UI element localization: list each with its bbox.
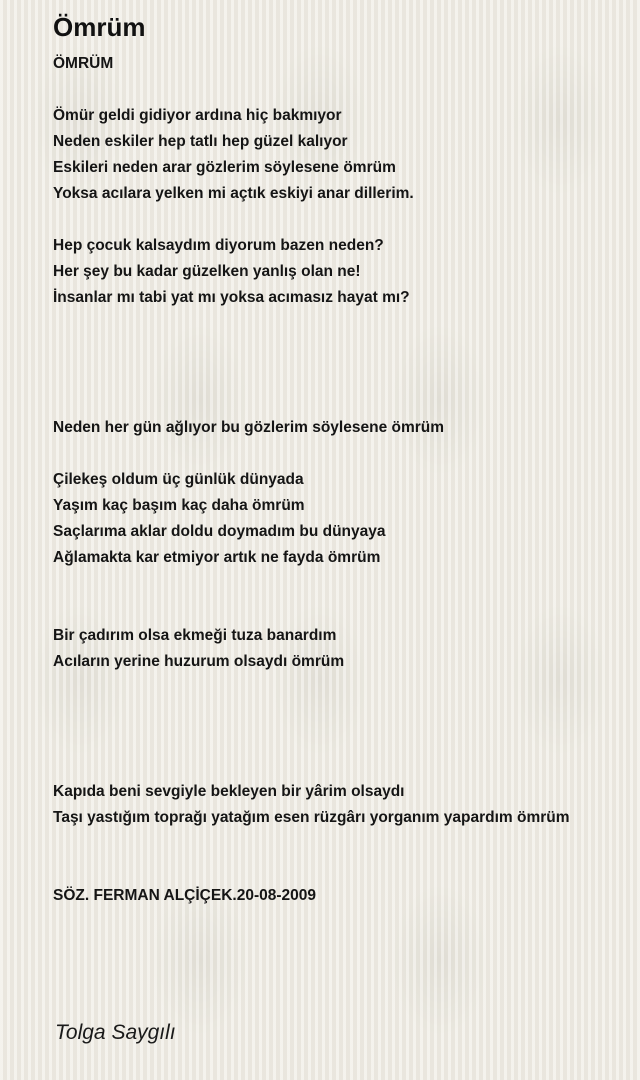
stanza-gap (53, 311, 633, 337)
page-title: Ömrüm (53, 12, 146, 42)
poem-line: Bir çadırım olsa ekmeği tuza banardım (53, 627, 337, 644)
poem-line: Ömür geldi gidiyor ardına hiç bakmıyor (53, 107, 342, 124)
poem-line: İnsanlar mı tabi yat mı yoksa acımasız hayat mı? (53, 289, 410, 306)
poem-line: Taşı yastığım toprağı yatağım esen rüzgârı yorganım yapardım ömrüm (53, 809, 570, 826)
stanza-gap (53, 831, 633, 857)
poem-line: Acıların yerine huzurum olsaydı ömrüm (53, 653, 345, 670)
poem-line: Saçlarıma aklar doldu doymadım bu dünyaya (53, 523, 386, 540)
poem-line: Neden her gün ağlıyor bu gözlerim söylesene ömrüm (53, 419, 445, 436)
poem-body (53, 51, 633, 909)
stanza-gap (53, 363, 633, 389)
poem-line: Yoksa acılara yelken mi açtık eskiyi anar dillerim. (53, 185, 414, 202)
poem-heading: ÖMRÜM (53, 55, 114, 72)
stanza-gap (53, 727, 633, 753)
stanza-gap (53, 571, 633, 597)
poem-line: Yaşım kaç başım kaç daha ömrüm (53, 497, 305, 514)
author-signature: Tolga Saygılı (55, 1021, 176, 1044)
stanza-gap (53, 77, 633, 103)
poem-line: Eskileri neden arar gözlerim söylesene ömrüm (53, 159, 396, 176)
poem-line: Her şey bu kadar güzelken yanlış olan ne! (53, 263, 361, 280)
poem-line: Ağlamakta kar etmiyor artık ne fayda ömrüm (53, 549, 381, 566)
stanza-gap (53, 701, 633, 727)
stanza-gap (53, 753, 633, 779)
stanza-gap (53, 389, 633, 415)
stanza-gap (53, 857, 633, 883)
poem-line: Hep çocuk kalsaydım diyorum bazen neden? (53, 237, 384, 254)
stanza-gap (53, 597, 633, 623)
poem-line: Çilekeş oldum üç günlük dünyada (53, 471, 304, 488)
poem-line: Neden eskiler hep tatlı hep güzel kalıyor (53, 133, 348, 150)
poem-line: Kapıda beni sevgiyle bekleyen bir yârim olsaydı (53, 783, 405, 800)
stanza-gap (53, 441, 633, 467)
stanza-gap (53, 675, 633, 701)
poem-credit: SÖZ. FERMAN ALÇİÇEK.20-08-2009 (53, 887, 316, 904)
stanza-gap (53, 337, 633, 363)
stanza-gap (53, 207, 633, 233)
